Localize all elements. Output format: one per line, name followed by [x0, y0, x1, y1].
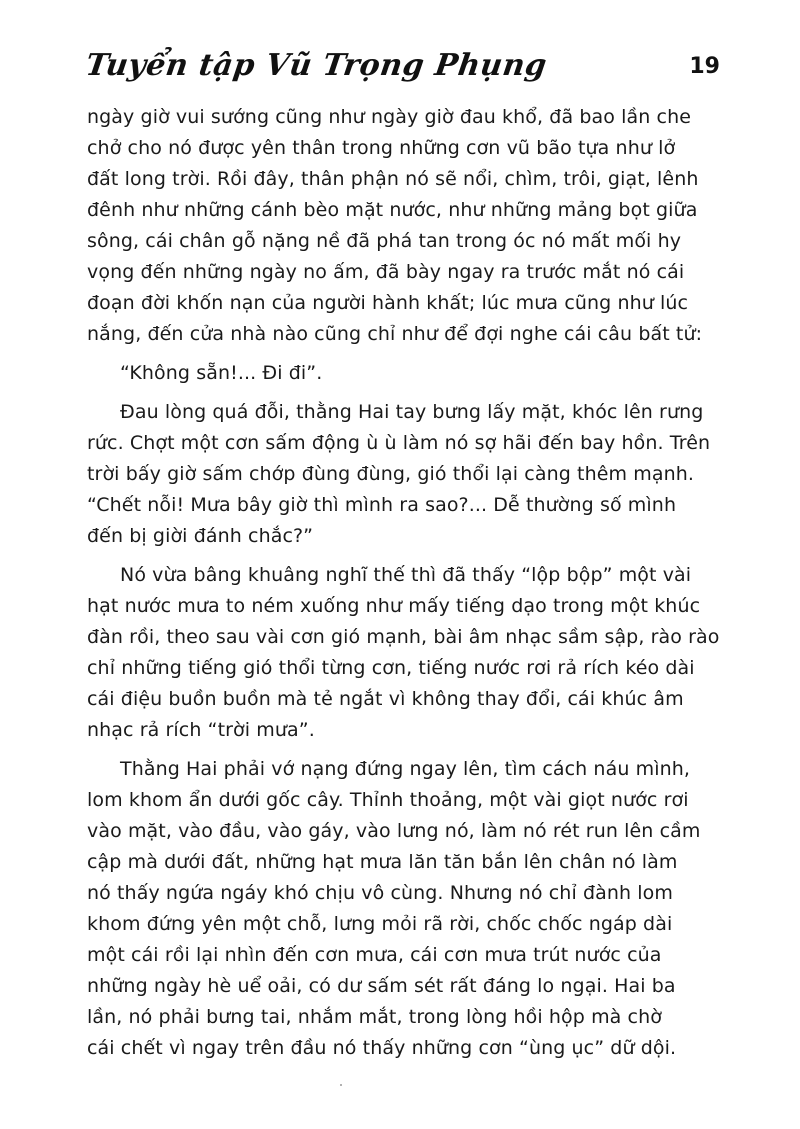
text-line: sông, cái chân gỗ nặng nề đã phá tan trong óc nó mất mối hy [87, 230, 682, 252]
paragraph-2 [87, 358, 717, 389]
paragraph-3 [87, 397, 717, 552]
text-line: đất long trời. Rồi đây, thân phận nó sẽ nổi, chìm, trôi, giạt, lênh [87, 168, 699, 190]
text-line: nắng, đến cửa nhà nào cũng chỉ như để đợi nghe cái câu bất tử: [87, 323, 703, 345]
text-line: ngày giờ vui sướng cũng như ngày giờ đau khổ, đã bao lần che [87, 106, 691, 128]
text-line: Đau lòng quá đỗi, thằng Hai tay bưng lấy mặt, khóc lên rưng [120, 401, 704, 423]
text-line: Nó vừa bâng khuâng nghĩ thế thì đã thấy “lộp bộp” một vài [120, 564, 692, 586]
paragraph-1 [87, 102, 717, 350]
print-speck [340, 1084, 342, 1086]
body-text [87, 102, 720, 1072]
text-line: lần, nó phải bưng tai, nhắm mắt, trong lòng hồi hộp mà chờ [87, 1006, 662, 1028]
text-line: “Chết nỗi! Mưa bây giờ thì mình ra sao?... Dễ thường số mình [87, 494, 677, 516]
text-line: hạt nước mưa to ném xuống như mấy tiếng dạo trong một khúc [87, 595, 701, 617]
running-header [83, 48, 726, 98]
text-line: rức. Chợt một cơn sấm động ù ù làm nó sợ hãi đến bay hồn. Trên [87, 432, 711, 454]
text-line: đoạn đời khốn nạn của người hành khất; lúc mưa cũng như lúc [87, 292, 689, 314]
page-number: 19 [689, 54, 720, 79]
text-line: cái điệu buồn buồn mà tẻ ngắt vì không thay đổi, cái khúc âm [87, 688, 684, 710]
text-line: “Không sẵn!... Đi đi”. [120, 362, 323, 384]
text-line: nó thấy ngứa ngáy khó chịu vô cùng. Nhưng nó chỉ đành lom [87, 882, 674, 904]
text-line: khom đứng yên một chỗ, lưng mỏi rã rời, chốc chốc ngáp dài [87, 913, 673, 935]
text-line: cái chết vì ngay trên đầu nó thấy những cơn “ùng ục” dữ dội. [87, 1037, 677, 1059]
text-line: Thằng Hai phải vớ nạng đứng ngay lên, tìm cách náu mình, [120, 758, 691, 780]
text-line: những ngày hè uể oải, có dư sấm sét rất đáng lo ngại. Hai ba [87, 975, 676, 997]
text-line: lom khom ẩn dưới gốc cây. Thỉnh thoảng, một vài giọt nước rơi [87, 789, 689, 811]
text-line: vọng đến những ngày no ấm, đã bày ngay ra trước mắt nó cái [87, 261, 685, 283]
text-line: cập mà dưới đất, những hạt mưa lăn tăn bắn lên chân nó làm [87, 851, 678, 873]
paragraph-5 [87, 754, 717, 1064]
text-line: đênh như những cánh bèo mặt nước, như những mảng bọt giữa [87, 199, 698, 221]
text-line: nhạc rả rích “trời mưa”. [87, 719, 315, 741]
text-line: một cái rồi lại nhìn đến cơn mưa, cái cơn mưa trút nước của [87, 944, 662, 966]
book-title: Tuyển tập Vũ Trọng Phụng [83, 48, 550, 83]
text-line: vào mặt, vào đầu, vào gáy, vào lưng nó, làm nó rét run lên cầm [87, 820, 701, 842]
text-line: đến bị giời đánh chắc?” [87, 525, 314, 547]
text-line: trời bấy giờ sấm chớp đùng đùng, gió thổi lại càng thêm mạnh. [87, 463, 695, 485]
text-line: chở cho nó được yên thân trong những cơn vũ bão tựa như lở [87, 137, 676, 159]
paragraph-4 [87, 560, 720, 746]
text-line: chỉ những tiếng gió thổi từng cơn, tiếng nước rơi rả rích kéo dài [87, 657, 695, 679]
text-line: đàn rồi, theo sau vài cơn gió mạnh, bài âm nhạc sầm sập, rào rào [87, 626, 720, 648]
